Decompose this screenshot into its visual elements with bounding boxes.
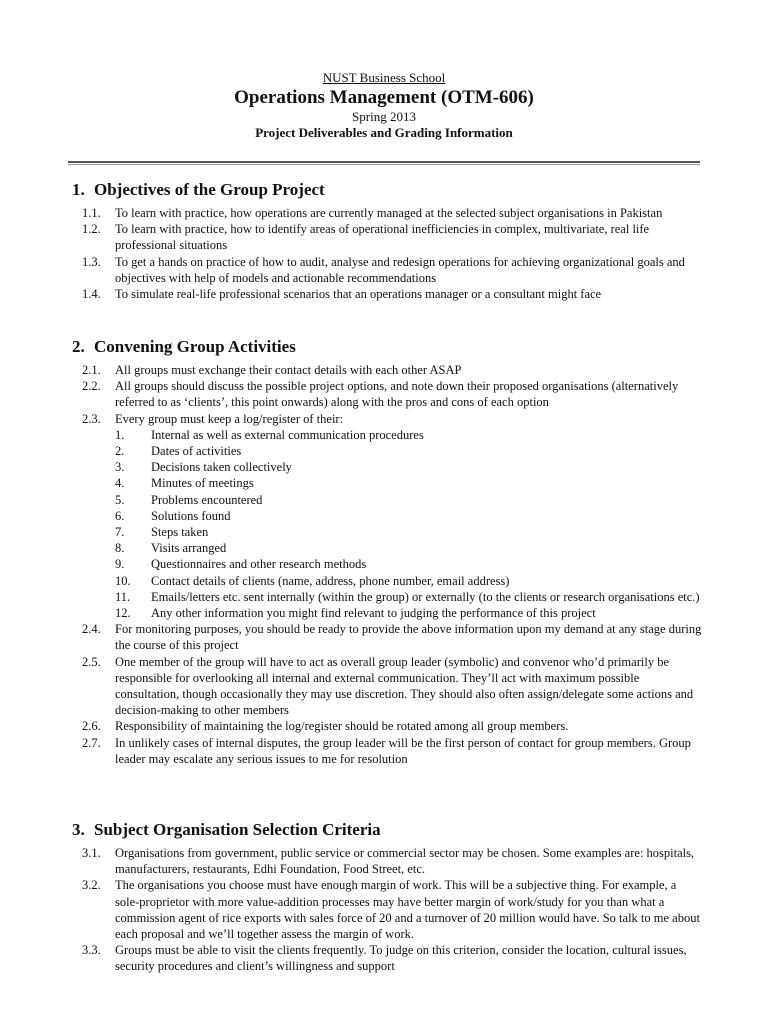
list-item: 2.6. Responsibility of maintaining the log/register should be rotated among all group members. <box>82 719 569 734</box>
list-item: 1.3. To get a hands on practice of how to audit, analyse and redesign operations for achieving organizational goals and objectives with help of models and actionable recommendations <box>82 254 685 285</box>
term: Spring 2013 <box>352 109 416 124</box>
list-item: 2.4. For monitoring purposes, you should be ready to provide the above information upon my demand at any stage during the course of this project <box>82 622 702 653</box>
list-item: 2.3. Every group must keep a log/register of their: 1. Internal as well as external communication procedures 2. Dates of activities 3. Decisions taken collectively 4. Minutes of meetings 5. Problems encountered 6. Solutions found 7. Steps taken 8. Visits arranged 9. Questionnaires and other research methods 10. Contact details of clients (name, address, phone number, email address) 11. Emails/letters etc. sent internally (within the group) or externally (to the clients or research organisations etc.) 12. Any other information you might find relevant to judging the performance of this project <box>72 411 702 622</box>
sub-list-item: 6. Solutions found <box>115 508 231 523</box>
list-item: 1.2. To learn with practice, how to identify areas of operational inefficiencies in complex, multivariate, real life professional situations <box>82 222 650 253</box>
sub-list-item: 3. Decisions taken collectively <box>115 460 292 475</box>
sub-list-item: 2. Dates of activities <box>115 444 242 459</box>
section-objectives <box>72 178 702 302</box>
course-title: Operations Management (OTM-606) <box>234 87 534 108</box>
sub-list-item: 1. Internal as well as external communication procedures <box>115 427 424 442</box>
list-item: 3.2. The organisations you choose must have enough margin of work. This will be a subjective thing. For example, a sole-proprietor with more value-addition processes may have better margin of work/study for you than what a commission agent of rice exports with sales force of 20 and a turnover of 20 million would have. So talk to me about each proposal and we’ll together assess the margin of work. <box>82 878 700 942</box>
section-selection-criteria <box>72 818 702 975</box>
list-item: 2.5. One member of the group will have to act as overall group leader (symbolic) and convenor who’d primarily be responsible for overlooking all internal and external communication. They’ll act with maximum possible consultation, though occasionally they may use discretion. They should also often assign/delegate some actions and decision-making to other members <box>82 654 694 718</box>
section-heading: 1. Objectives of the Group Project <box>72 180 325 199</box>
list-item: 2.7. In unlikely cases of internal disputes, the group leader will be the first person of contact for group members. Group leader may escalate any serious issues to me for resolution <box>82 735 691 766</box>
school-name: NUST Business School <box>322 70 446 85</box>
sub-list-item: 9. Questionnaires and other research methods <box>115 557 367 572</box>
list-item: 3.1. Organisations from government, public service or commercial sector may be chosen. Some examples are: hospitals, manufacturers, restaurants, Edhi Foundation, Food Street, etc. <box>82 846 695 877</box>
section-heading: 2. Convening Group Activities <box>72 337 296 356</box>
document-subtitle: Project Deliverables and Grading Information <box>255 125 513 140</box>
sub-list-item: 11. Emails/letters etc. sent internally (within the group) or externally (to the clients or research organisations etc.) <box>115 589 700 604</box>
sub-list-item: 5. Problems encountered <box>115 492 263 507</box>
list-item: 2.2. All groups should discuss the possible project options, and note down their proposed organisations (alternatively referred to as ‘clients’, this point onwards) along with the pros and cons of each option <box>82 379 679 410</box>
list-item: 1.4. To simulate real-life professional scenarios that an operations manager or a consultant might face <box>82 287 602 302</box>
header-divider <box>68 161 700 165</box>
sub-list-item: 12. Any other information you might find relevant to judging the performance of this project <box>115 606 596 621</box>
sub-list-item: 8. Visits arranged <box>115 541 227 556</box>
section-convening <box>72 335 702 767</box>
sub-list-item: 10. Contact details of clients (name, address, phone number, email address) <box>115 573 510 588</box>
list-item: 3.3. Groups must be able to visit the clients frequently. To judge on this criterion, consider the location, cultural issues, security procedures and client’s willingness and support <box>82 943 687 974</box>
list-item: 2.1. All groups must exchange their contact details with each other ASAP <box>82 363 462 377</box>
section-heading: 3. Subject Organisation Selection Criteria <box>72 820 381 839</box>
sub-list-item: 4. Minutes of meetings <box>115 476 254 491</box>
sub-list-item: 7. Steps taken <box>115 525 209 540</box>
list-item: 1.1. To learn with practice, how operations are currently managed at the selected subject organisations in Pakistan <box>82 206 663 220</box>
